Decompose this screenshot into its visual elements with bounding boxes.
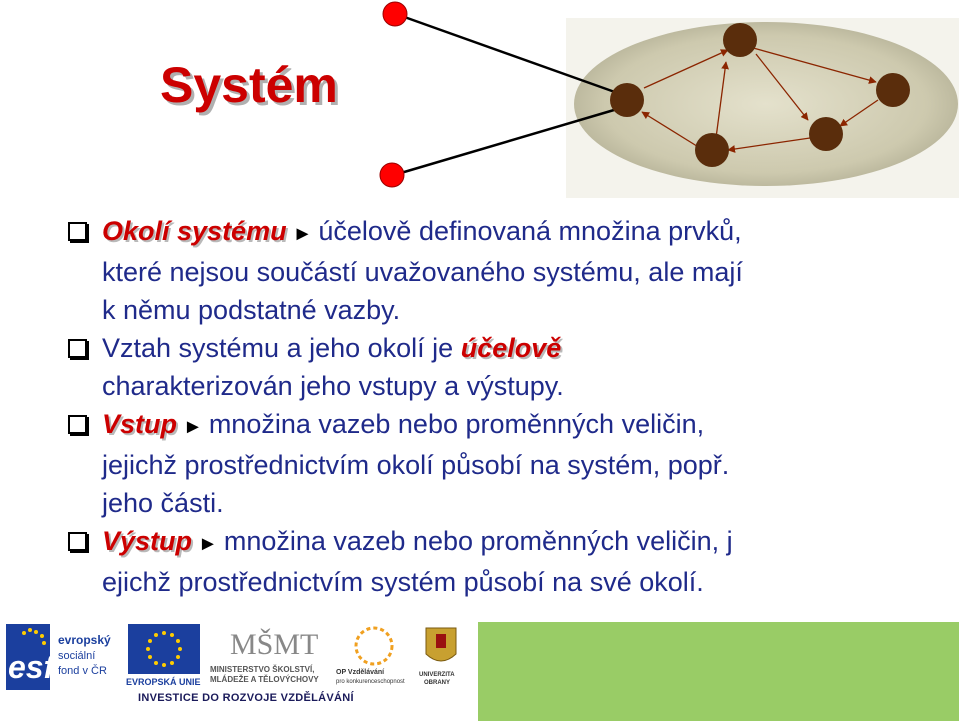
eu-label: EVROPSKÁ UNIE: [126, 677, 201, 687]
svg-text:sociální: sociální: [58, 650, 96, 662]
eu-flag: [128, 624, 200, 674]
right-triangle-icon: ►: [198, 533, 218, 555]
footer-green-block: [478, 622, 959, 721]
system-node: [809, 117, 843, 151]
svg-text:pro konkurenceschopnost: pro konkurenceschopnost: [336, 679, 405, 685]
msmt-logo: [208, 624, 328, 686]
svg-text:evropský: evropský: [58, 633, 111, 647]
system-node: [723, 23, 757, 57]
svg-text:MŠMT: MŠMT: [230, 628, 319, 661]
system-diagram: [0, 0, 959, 210]
right-triangle-icon: ►: [292, 223, 313, 245]
bullet-text: ejichž prostřednictvím systém působí na své okolí.: [102, 567, 704, 597]
checkbox-bullet-icon: [68, 415, 87, 434]
system-node: [610, 83, 644, 117]
checkbox-bullet-icon: [68, 532, 87, 551]
bullet-text: účelově definovaná množina prvků,: [318, 216, 742, 246]
bullet-text: jejichž prostřednictvím okolí působí na systém, popř.: [102, 450, 730, 480]
svg-text:esf: esf: [8, 649, 55, 685]
svg-text:MLÁDEŽE A TĚLOVÝCHOVY: MLÁDEŽE A TĚLOVÝCHOVY: [210, 675, 319, 684]
bullet-list: [68, 212, 948, 601]
environment-node: [380, 163, 404, 187]
bullet-text: množina vazeb nebo proměnných veličin, j: [223, 526, 733, 556]
svg-text:UNIVERZITA: UNIVERZITA: [419, 672, 455, 678]
bullet-text: charakterizován jeho vstupy a výstupy.: [102, 371, 564, 401]
page-title: Systém: [160, 57, 338, 113]
bullet-okoli: [68, 212, 948, 329]
right-triangle-icon: ►: [183, 416, 203, 438]
investice-tagline: INVESTICE DO ROZVOJE VZDĚLÁVÁNÍ: [138, 692, 354, 704]
op-logo: [334, 624, 414, 686]
system-node: [876, 73, 910, 107]
checkbox-bullet-icon: [68, 339, 87, 358]
term-okoli: Okolí systému: [102, 216, 287, 246]
bullet-vystup: [68, 522, 948, 601]
bullet-vztah: [68, 329, 948, 405]
term-ucelove: účelově: [460, 333, 562, 363]
bullet-text: jeho části.: [102, 488, 224, 518]
svg-text:OBRANY: OBRANY: [424, 680, 451, 686]
bullet-text: Vztah systému a jeho okolí je: [102, 333, 454, 363]
checkbox-bullet-icon: [68, 222, 87, 241]
footer-logos: [0, 622, 959, 721]
logo-strip: [0, 622, 470, 721]
term-vystup: Výstup: [102, 526, 193, 556]
system-node: [695, 133, 729, 167]
svg-text:fond v ČR: fond v ČR: [58, 665, 107, 677]
eu-stars-icon: [128, 624, 200, 674]
universita-obrany-logo: [418, 624, 464, 686]
bullet-text: které nejsou součástí uvažovaného systému, ale mají: [102, 257, 743, 287]
svg-text:OP Vzdělávání: OP Vzdělávání: [336, 669, 385, 676]
esf-logo: [6, 624, 124, 690]
bullet-vstup: [68, 405, 948, 522]
svg-text:MINISTERSTVO ŠKOLSTVÍ,: MINISTERSTVO ŠKOLSTVÍ,: [210, 665, 315, 674]
term-vstup: Vstup: [102, 409, 178, 439]
bullet-text: k němu podstatné vazby.: [102, 295, 401, 325]
bullet-text: množina vazeb nebo proměnných veličin,: [208, 409, 705, 439]
environment-node: [383, 2, 407, 26]
